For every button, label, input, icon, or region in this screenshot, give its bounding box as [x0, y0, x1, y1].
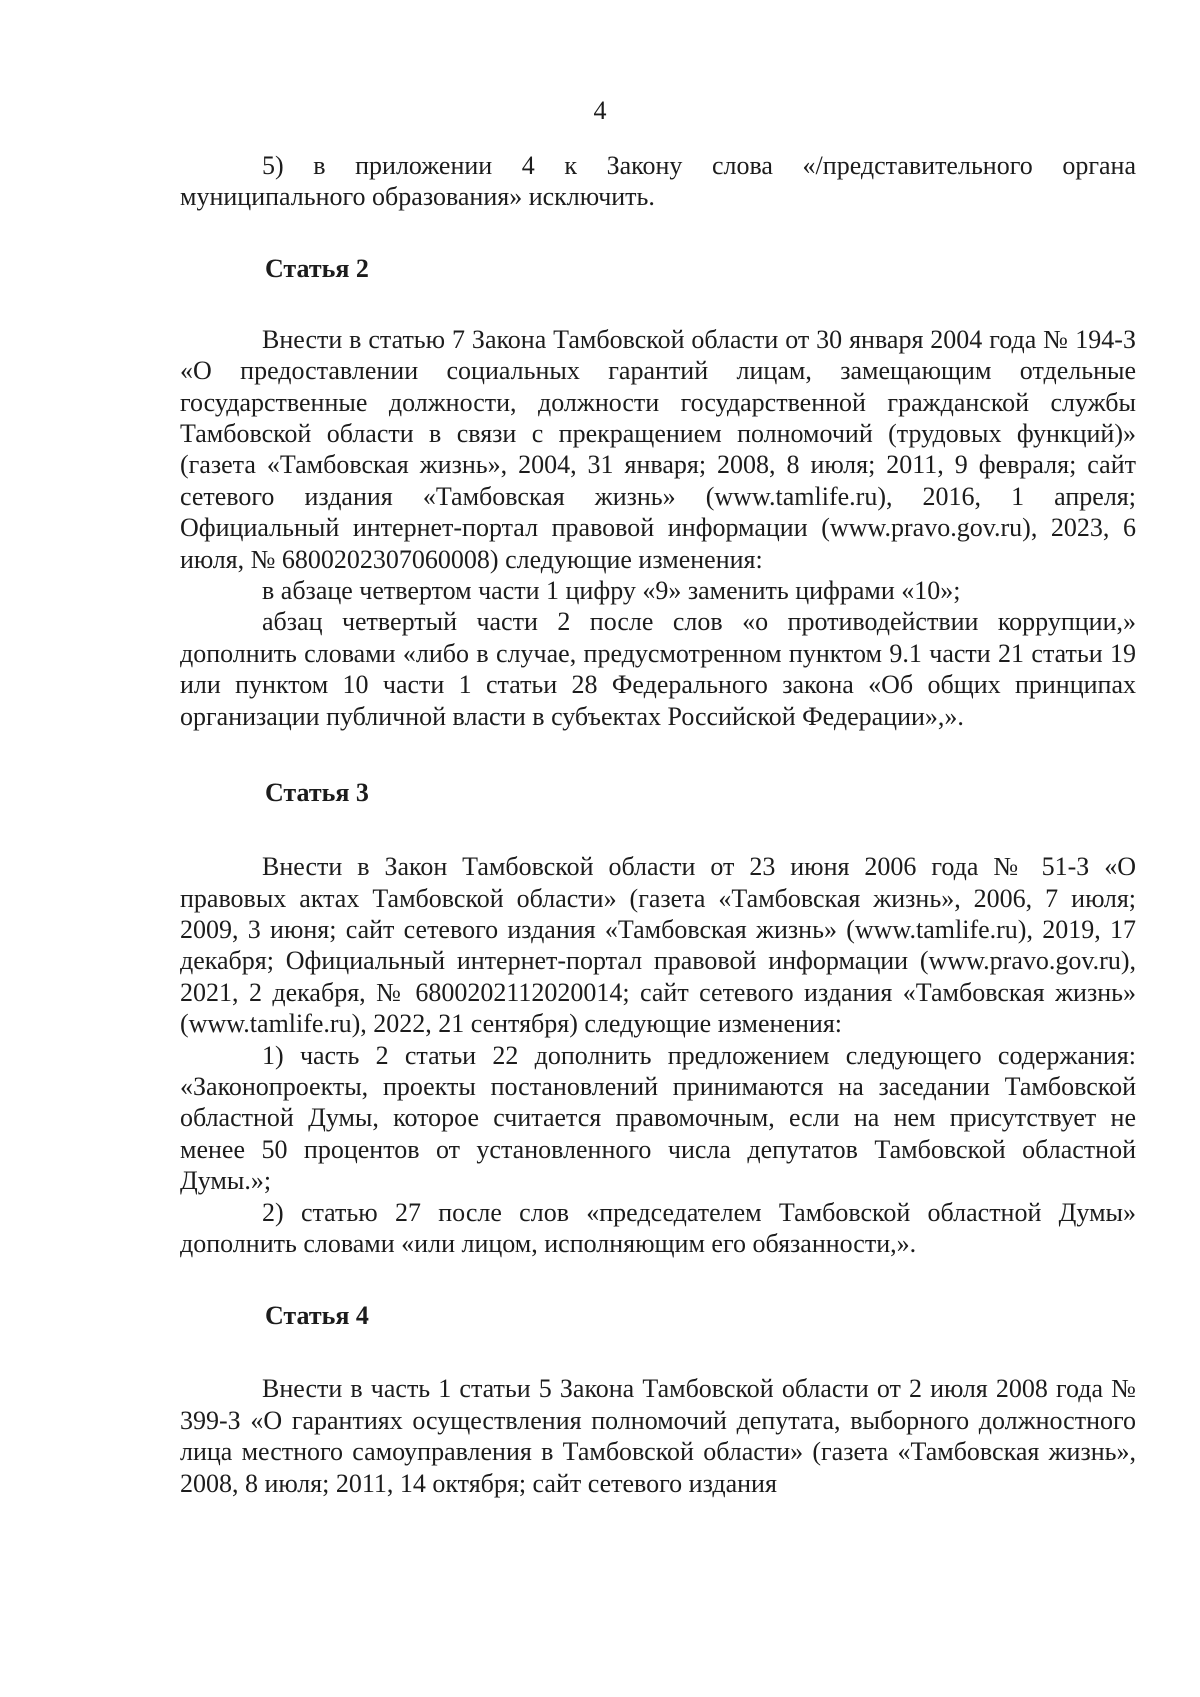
article-2-paragraph-2: в абзаце четвертом части 1 цифру «9» заменить цифрами «10»;: [262, 576, 961, 606]
article-3-paragraph-3: 2) статью 27 после слов «председателем Тамбовской областной Думы» дополнить словами «или лицом, исполняющим его обязанности,».: [180, 1197, 1136, 1258]
article-2-heading: Статья 2: [265, 253, 369, 283]
document-body: [180, 150, 1136, 1499]
article-3-paragraph-2: 1) часть 2 статьи 22 дополнить предложением следующего содержания: «Законопроекты, проекты постановлений принимаются на заседании Тамбовской областной Думы, которое считается правомочным, если на нем присутствует не менее 50 процентов от установленного числа депутатов Тамбовской областной Думы.»;: [180, 1040, 1136, 1196]
article-2-paragraph-3: абзац четвертый части 2 после слов «о противодействии коррупции,» дополнить словами «либо в случае, предусмотренном пунктом 9.1 части 21 статьи 19 или пунктом 10 части 1 статьи 28 Федерального закона «Об общих принципах организации публичной власти в субъектах Российской Федерации»,».: [180, 607, 1136, 731]
article-4-paragraph-1: Внести в часть 1 статьи 5 Закона Тамбовской области от 2 июля 2008 года № 399-З «О гарантиях осуществления полномочий депутата, выборного должностного лица местного самоуправления в Тамбовской области» (газета «Тамбовская жизнь», 2008, 8 июля; 2011, 14 октября; сайт сетевого издания: [180, 1374, 1136, 1498]
article-3-heading: Статья 3: [265, 778, 369, 808]
article-3-paragraph-1: Внести в Закон Тамбовской области от 23 июня 2006 года № 51-З «О правовых актах Тамбовской области» (газета «Тамбовская жизнь», 2006, 7 июля; 2009, 3 июня; сайт сетевого издания «Тамбовская жизнь» (www.tamlife.ru), 2019, 17 декабря; Официальный интернет-портал правовой информации (www.pravo.gov.ru), 2021, 2 декабря, № 6800202112020014; сайт сетевого издания «Тамбовская жизнь» (www.tamlife.ru), 2022, 21 сентября) следующие изменения:: [180, 852, 1136, 1039]
article-2-paragraph-1: Внести в статью 7 Закона Тамбовской области от 30 января 2004 года № 194-З «О предоставлении социальных гарантий лицам, замещающим отдельные государственные должности, должности государственной гражданской службы Тамбовской области в связи с прекращением полномочий (трудовых функций)» (газета «Тамбовская жизнь», 2004, 31 января; 2008, 8 июля; 2011, 9 февраля; сайт сетевого издания «Тамбовская жизнь» (www.tamlife.ru), 2016, 1 апреля; Официальный интернет-портал правовой информации (www.pravo.gov.ru), 2023, 6 июля, № 6800202307060008) следующие изменения:: [180, 324, 1136, 574]
article-4-heading: Статья 4: [265, 1301, 369, 1331]
page-number: 4: [593, 96, 607, 125]
paragraph-item-5: 5) в приложении 4 к Закону слова «/представительного органа муниципального образования» исключить.: [180, 151, 1136, 212]
